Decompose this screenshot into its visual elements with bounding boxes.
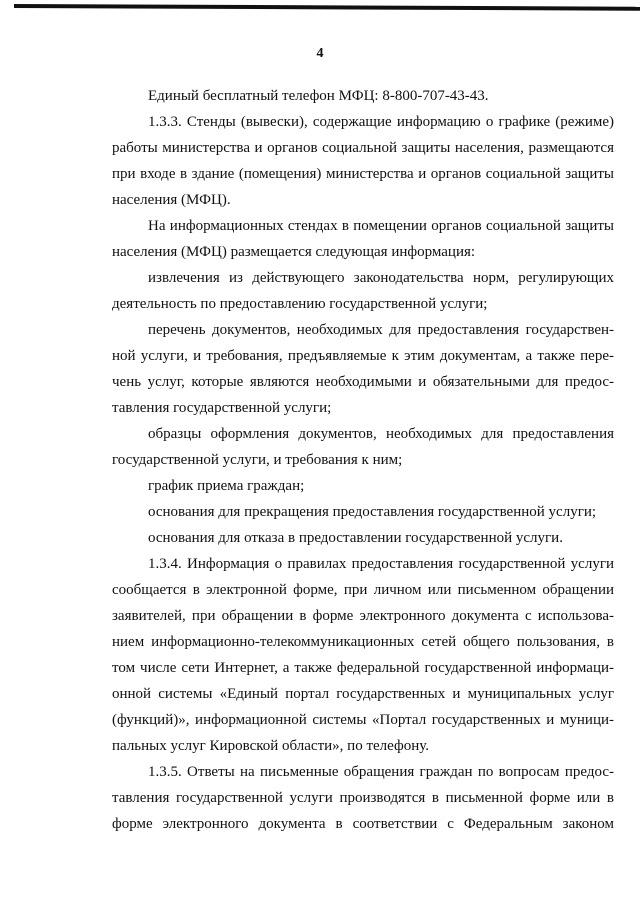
text-line: ной услуги, и требования, предъявляемые к этим документам, а также пере- xyxy=(112,348,614,364)
text-line-row xyxy=(112,190,614,210)
text-line-row xyxy=(148,86,614,106)
text-line: Единый бесплатный телефон МФЦ: 8-800-707-43-43. xyxy=(148,88,489,104)
text-line: форме электронного документа в соответствии с Федеральным законом xyxy=(112,816,614,832)
text-line-row xyxy=(148,268,614,288)
text-line: тавления государственной услуги; xyxy=(112,400,332,416)
text-line: населения (МФЦ). xyxy=(112,192,231,208)
text-line-row xyxy=(112,814,614,834)
text-line-row xyxy=(112,398,614,418)
text-line-row xyxy=(112,450,614,470)
text-line-row xyxy=(148,502,614,522)
text-line: государственной услуги, и требования к ним; xyxy=(112,452,403,468)
text-line: работы министерства и органов социальной защиты населения, размещаются xyxy=(112,140,614,156)
text-line-row xyxy=(148,112,614,132)
text-line: населения (МФЦ) размещается следующая информация: xyxy=(112,244,476,260)
text-line-row xyxy=(112,346,614,366)
text-line: пальных услуг Кировской области», по телефону. xyxy=(112,738,429,754)
text-line-row xyxy=(148,424,614,444)
text-line-row xyxy=(112,164,614,184)
text-line-row xyxy=(148,216,614,236)
text-line-row xyxy=(112,138,614,158)
text-line-row xyxy=(112,606,614,626)
text-line: 1.3.5. Ответы на письменные обращения граждан по вопросам предос- xyxy=(148,764,614,780)
text-line: онной системы «Единый портал государственных и муниципальных услуг xyxy=(112,686,614,702)
text-line-row xyxy=(112,684,614,704)
text-line-row xyxy=(112,788,614,808)
text-line: при входе в здание (помещения) министерства и органов социальной защиты xyxy=(112,166,614,182)
text-line: том числе сети Интернет, а также федеральной государственной информаци- xyxy=(112,660,614,676)
text-line-row xyxy=(148,762,614,782)
text-line: 1.3.4. Информация о правилах предоставления государственной услуги xyxy=(148,556,614,572)
text-line-row xyxy=(112,632,614,652)
text-line: сообщается в электронной форме, при личном или письменном обращении xyxy=(112,582,614,598)
text-line: основания для отказа в предоставлении государственной услуги. xyxy=(148,530,563,546)
text-line: (функций)», информационной системы «Портал государственных и муници- xyxy=(112,712,614,728)
text-line: деятельность по предоставлению государственной услуги; xyxy=(112,296,488,312)
text-line: 1.3.3. Стенды (вывески), содержащие информацию о графике (режиме) xyxy=(148,114,614,130)
text-line: перечень документов, необходимых для предоставления государствен- xyxy=(148,322,614,338)
text-line: нием информационно-телекоммуникационных сетей общего пользования, в xyxy=(112,634,614,650)
text-line-row xyxy=(112,372,614,392)
text-line-row xyxy=(148,320,614,340)
text-line: основания для прекращения предоставления государственной услуги; xyxy=(148,504,597,520)
text-line: заявителей, при обращении в форме электронного документа с использова- xyxy=(112,608,614,624)
text-line: график приема граждан; xyxy=(148,478,305,494)
text-line: образцы оформления документов, необходимых для предоставления xyxy=(148,426,614,442)
text-line-row xyxy=(148,476,614,496)
text-line-row xyxy=(148,554,614,574)
text-line-row xyxy=(112,658,614,678)
text-line: извлечения из действующего законодательства норм, регулирующих xyxy=(148,270,614,286)
text-line: чень услуг, которые являются необходимыми и обязательными для предос- xyxy=(112,374,614,390)
text-line-row xyxy=(112,736,614,756)
scan-top-border xyxy=(14,4,640,11)
page-number: 4 xyxy=(316,46,324,61)
text-line-row xyxy=(112,710,614,730)
text-line-row xyxy=(112,242,614,262)
text-line: тавления государственной услуги производятся в письменной форме или в xyxy=(112,790,614,806)
text-line-row xyxy=(112,580,614,600)
text-line: На информационных стендах в помещении органов социальной защиты xyxy=(148,218,614,234)
text-line-row xyxy=(112,294,614,314)
text-line-row xyxy=(148,528,614,548)
